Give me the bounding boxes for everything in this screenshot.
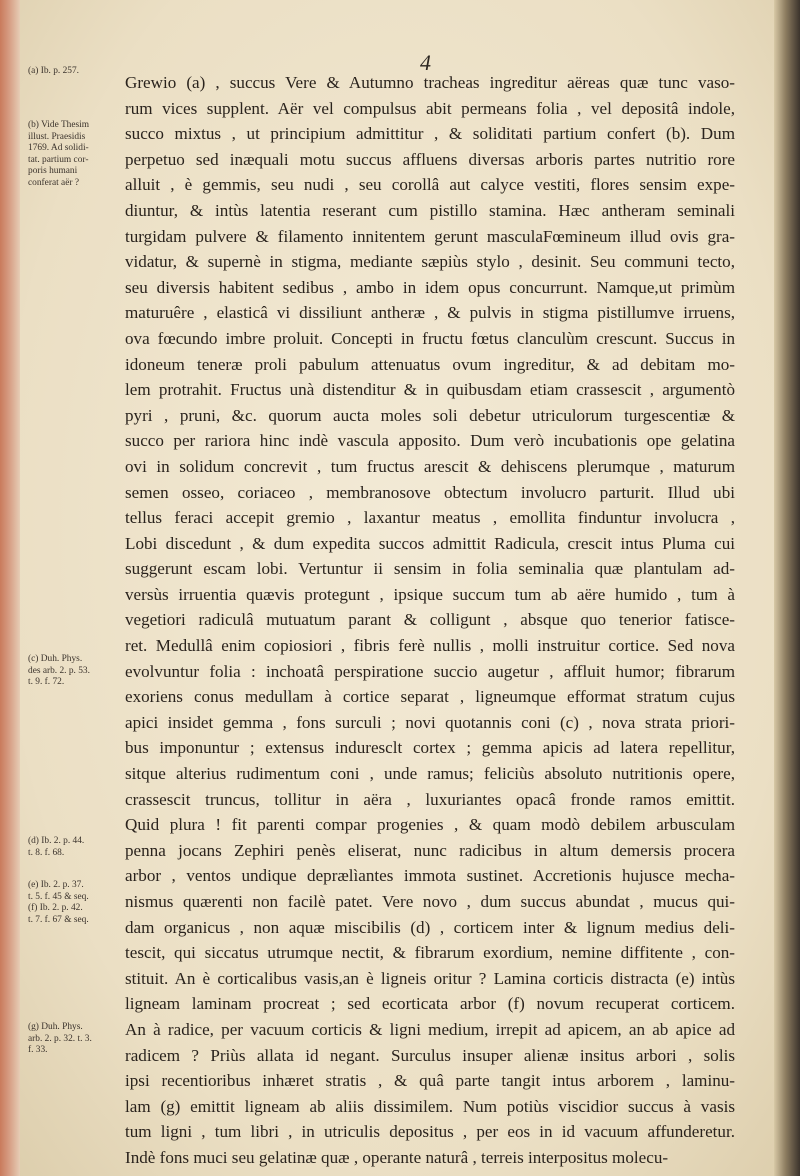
text-line: seu diversis habitent sedibus , ambo in idem opus concurrunt. Namque,ut primùm xyxy=(125,277,735,297)
note-line: f. 33. xyxy=(28,1045,48,1055)
text-line: Grewio (a) , succus Vere & Autumno tracheas ingreditur aëreas quæ tunc vaso- xyxy=(125,73,735,92)
note-line: (a) Ib. p. 257. xyxy=(28,66,80,76)
text-line: sitque alterius rudimentum coni , unde ramus; feliciùs absoluto nutritionis opere, xyxy=(125,764,735,784)
note-line: poris humani xyxy=(28,166,78,176)
text-line: vegetiori radiculâ mutuatum parant & colligunt , absque quo tenerior fatisce- xyxy=(125,610,735,630)
text-line: Lobi discedunt , & dum expedita succos admittit Radicula, crescit intus Pluma cui xyxy=(125,533,735,553)
text-line: ipsi recentioribus inhæret stratis , & quâ parte tangit intus arborem , laminu- xyxy=(125,1071,735,1091)
note-line: (c) Duh. Phys. xyxy=(28,654,83,664)
margin-note-g xyxy=(28,1022,120,1057)
page-left-edge xyxy=(0,0,20,1176)
margin-note-c xyxy=(28,654,120,689)
text-line: tellus feraci accepit gremio , laxantur meatus , emollita finduntur involucra , xyxy=(125,508,735,528)
text-line: nismus quærenti non facilè patet. Vere novo , dum succus abundat , mucus qui- xyxy=(125,892,735,911)
text-line: semen osseo, coriaceo , membranosove obtectum involucro parturit. Illud ubi xyxy=(125,482,735,502)
text-line: An à radice, per vacuum corticis & ligni medium, irrepit ad apicem, an ab apice ad xyxy=(125,1019,735,1039)
text-line: ret. Medullâ enim copiosiori , fibris ferè nullis , molli instruitur cortice. Sed nova xyxy=(125,636,735,656)
text-line: ova fœcundo imbre proluit. Concepti in fructu fœtus clanculùm crescunt. Succus in xyxy=(125,328,735,348)
text-line: apici insidet gemma , fons surculi ; novi quotannis coni (c) , nova strata priori- xyxy=(125,712,735,732)
text-line: lem protrahit. Fructus unà distenditur & in quibusdam etiam crassescit , argumentò xyxy=(125,380,735,400)
note-line: t. 5. f. 45 & seq. xyxy=(28,891,89,902)
margin-note-b xyxy=(28,120,120,189)
note-line: t. 7. f. 67 & seq. xyxy=(28,914,89,925)
note-line: t. 8. f. 68. xyxy=(28,847,65,858)
margin-note-d xyxy=(28,836,120,859)
book-gutter xyxy=(774,0,800,1176)
note-line: arb. 2. p. 32. t. 3. xyxy=(28,1033,92,1044)
text-line: alluit , è gemmis, seu nudi , seu corollâ aut calyce vestiti, flores sensim expe- xyxy=(125,175,735,195)
note-line: (e) Ib. 2. p. 37. xyxy=(28,880,84,890)
note-line: (b) Vide Thesim xyxy=(28,120,90,130)
page-number: 4 xyxy=(420,50,431,75)
text-line: crassescit truncus, tollitur in aëra , luxuriantes opacâ fronde ramos emittit. xyxy=(125,789,735,809)
text-line: lam (g) emittit ligneam ab aliis dissimilem. Num potiùs viscidior succus à vasis xyxy=(125,1096,735,1116)
text-line: turgidam pulvere & filamento innitentem gerunt masculaFœmineum illud ovis gra- xyxy=(125,226,735,246)
text-line: Indè fons muci seu gelatinæ quæ , operante naturâ , terreis interpositus molecu- xyxy=(125,1147,669,1167)
text-line: radicem ? Priùs allata id negant. Surculus insuper alienæ insitus arbori , solis xyxy=(125,1045,735,1065)
text-line: ovi in solidum concrevit , tum fructus arescit & dehiscens plerumque , maturum xyxy=(125,456,735,476)
note-line: t. 9. f. 72. xyxy=(28,677,65,687)
text-line: tum ligni , tum libri , in utriculis depositus , per eos in id vacuum affunderetur. xyxy=(125,1122,735,1142)
text-line: idoneum teneræ proli pabulum attenuatus ovum ingreditur, & ad debitam mo- xyxy=(125,354,735,374)
text-line: versùs irruentia quævis protegunt , ipsique succum tum ab aëre humido , tum à xyxy=(125,584,735,604)
note-line: tat. partium cor- xyxy=(28,154,89,165)
text-line: tescit, qui siccatus utrumque nectit, & fibrarum exordium, nemine diffitente , con- xyxy=(125,943,735,963)
text-line: penna jocans Zephiri penès eliserat, nunc radicibus in altum demersis procera xyxy=(125,840,735,860)
text-line: succo mixtus , ut principium admittitur , & soliditati partium confert (b). Dum xyxy=(125,124,735,144)
text-line: vidatur, & supernè in stigma, mediante sæpiùs stylo , desinit. Seu communi tecto, xyxy=(125,252,735,272)
note-line: 1769. Ad solidi- xyxy=(28,143,89,153)
note-line: des arb. 2. p. 53. xyxy=(28,665,90,676)
text-line: evolvuntur folia : inchoatâ perspiratione succio augetur , affluit humor; fibrarum xyxy=(125,661,735,681)
text-line: dam organicus , non aquæ miscibilis (d) , corticem inter & lignum medius deli- xyxy=(125,917,735,937)
text-line: perpetuo sed inæquali motu succus affluens diversas arboris partes nutritio rore xyxy=(125,149,735,169)
text-line: suggerunt escam lobi. Vertuntur ii sensim in folia seminalia quæ plantulam ad- xyxy=(125,559,735,579)
body-text xyxy=(125,70,735,1171)
note-line: (g) Duh. Phys. xyxy=(28,1022,83,1032)
text-line: arbor , ventos undique deprælìantes immota sustinet. Accretionis hujusce mecha- xyxy=(125,866,735,886)
note-line: conferat aër ? xyxy=(28,177,79,188)
text-line: succo per rariora hinc indè vascula apposito. Dum verò incubationis ope gelatina xyxy=(125,431,735,451)
margin-note-e-f xyxy=(28,880,120,926)
text-line: ligneam laminam procreat ; sed ecorticata arbor (f) novum recuperat corticem. xyxy=(125,994,735,1014)
text-line: exoriens conus medullam à cortice separat , ligneumque efformat stratum cujus xyxy=(125,687,735,707)
note-line: illust. Praesidis xyxy=(28,131,86,142)
text-line: rum vices supplent. Aër vel compulsus abit permeans folia , vel depositâ indole, xyxy=(125,98,735,118)
note-line: (d) Ib. 2. p. 44. xyxy=(28,836,85,846)
note-line: (f) Ib. 2. p. 42. xyxy=(28,903,83,913)
text-line: Quid plura ! fit parenti compar progenies , & quam modò debilem arbusculam xyxy=(125,815,735,835)
text-line: maturuêre , elasticâ vi dissiliunt antheræ , & pulvis in stigma pistillumve irruens, xyxy=(125,303,735,323)
text-line: stituit. An è corticalibus vasis,an è ligneis oritur ? Lamina corticis distracta (e) intùs xyxy=(125,968,735,988)
text-line: bus imponuntur ; extensus induresclt cortex ; gemma apicis ad latera repellitur, xyxy=(125,738,735,758)
text-line: diuntur, & intùs latentia reserant cum pistillo stamina. Hæc antheram seminali xyxy=(125,200,735,220)
text-line: pyri , pruni, &c. quorum aucta moles soli debetur utriculorum turgescentiæ & xyxy=(125,405,735,425)
margin-note-a xyxy=(28,66,120,78)
